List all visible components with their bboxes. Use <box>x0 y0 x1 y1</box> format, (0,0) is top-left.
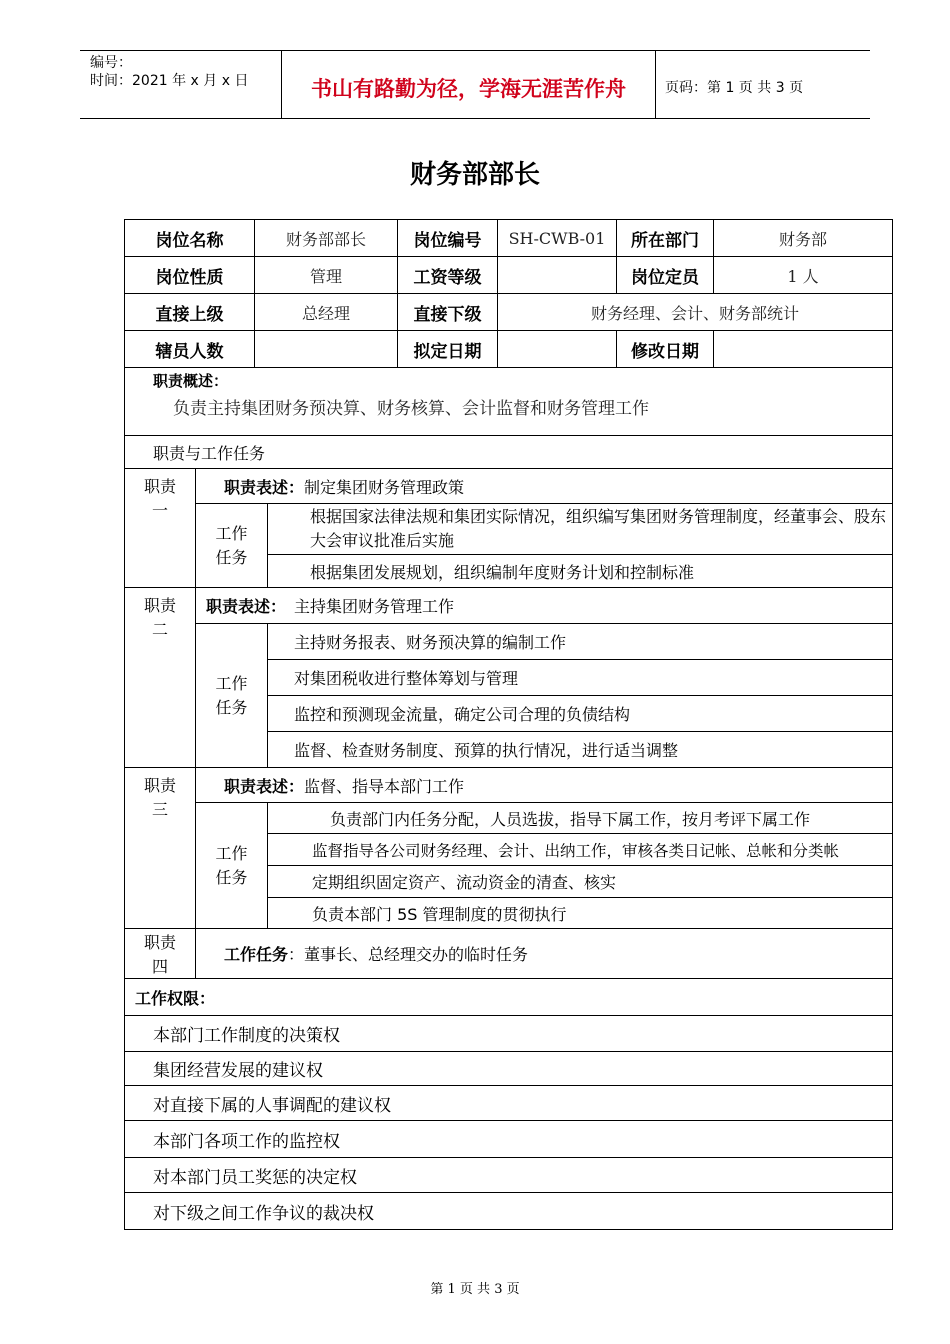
post-name-label: 岗位名称 <box>124 219 255 257</box>
task-label-line: 工作 <box>215 673 248 693</box>
duty-name-text: 职责 <box>143 596 176 615</box>
draft-date-value <box>497 330 617 368</box>
duty-2-task-label <box>195 623 268 768</box>
dept-value: 财务部 <box>713 219 893 257</box>
duty-name-number: 三 <box>151 800 168 819</box>
duty-name-text: 职责 <box>143 477 176 496</box>
duty-description-label: 职责表述： <box>206 597 287 616</box>
duty-3-task-4: 负责本部门 5S 管理制度的贯彻执行 <box>267 897 893 929</box>
document-time-label: 时间：2021 年 x 月 x 日 <box>90 73 249 89</box>
duty-name-text: 职责 <box>143 933 176 952</box>
duty-description-text: ：董事长、总经理交办的临时任务 <box>288 945 529 964</box>
duty-4-description <box>195 928 893 979</box>
duty-description-text: 主持集团财务管理工作 <box>294 597 455 616</box>
overview-text: 负责主持集团财务预决算、财务核算、会计监督和财务管理工作 <box>173 399 649 419</box>
page-header <box>80 50 870 119</box>
duty-2-task-3: 监控和预测现金流量，确定公司合理的负债结构 <box>267 695 893 732</box>
duty-name-number: 二 <box>151 620 168 639</box>
duty-1-task-1: 根据国家法律法规和集团实际情况，组织编写集团财务管理制度，经董事会、股东大会审议批准后实施 <box>267 503 893 555</box>
duty-description-text: 制定集团财务管理政策 <box>304 477 465 497</box>
overview-label: 职责概述： <box>153 372 229 390</box>
header-divider <box>655 51 656 118</box>
post-no-value: SH-CWB-01 <box>497 219 617 257</box>
subordinate-label: 直接下级 <box>397 293 498 331</box>
task-label-line: 工作 <box>215 843 248 863</box>
superior-label: 直接上级 <box>124 293 255 331</box>
authority-label: 工作权限： <box>124 978 893 1016</box>
duty-1-task-2: 根据集团发展规划，组织编制年度财务计划和控制标准 <box>267 554 893 588</box>
dept-label: 所在部门 <box>616 219 714 257</box>
nature-label: 岗位性质 <box>124 256 255 294</box>
duty-description-label: 职责表述： <box>224 776 305 796</box>
nature-value: 管理 <box>254 256 398 294</box>
draft-date-label: 拟定日期 <box>397 330 498 368</box>
duty-2-task-2: 对集团税收进行整体筹划与管理 <box>267 659 893 696</box>
duty-4-name <box>124 928 196 979</box>
header-meta <box>90 54 248 90</box>
header-page-info: 页码：第 1 页 共 3 页 <box>665 80 804 96</box>
duty-3-task-1: 负责部门内任务分配，人员选拔，指导下属工作，按月考评下属工作 <box>267 802 893 834</box>
quota-value: 1 人 <box>713 256 893 294</box>
duties-heading: 职责与工作任务 <box>124 435 893 469</box>
header-motto: 书山有路勤为径，学海无涯苦作舟 <box>311 77 626 101</box>
duty-description-text: 监督、指导本部门工作 <box>304 776 465 796</box>
task-label-line: 任务 <box>215 867 248 887</box>
salary-value <box>497 256 617 294</box>
post-name-value: 财务部部长 <box>254 219 398 257</box>
staff-label: 辖员人数 <box>124 330 255 368</box>
post-no-label: 岗位编号 <box>397 219 498 257</box>
duty-1-description <box>195 468 893 504</box>
document-number-label: 编号： <box>90 55 132 71</box>
page-title: 财务部部长 <box>409 160 540 190</box>
duty-2-description <box>195 587 893 624</box>
duty-2-name <box>124 587 196 768</box>
task-label-line: 工作 <box>215 523 248 543</box>
superior-value: 总经理 <box>254 293 398 331</box>
revise-date-value <box>713 330 893 368</box>
duty-name-number: 四 <box>151 957 168 976</box>
authority-item-1: 本部门工作制度的决策权 <box>124 1015 893 1052</box>
duty-name-text: 职责 <box>143 776 176 795</box>
authority-item-5: 对本部门员工奖惩的决定权 <box>124 1157 893 1193</box>
staff-value <box>254 330 398 368</box>
task-label-line: 任务 <box>215 547 248 567</box>
authority-item-4: 本部门各项工作的监控权 <box>124 1120 893 1158</box>
page-footer: 第 1 页 共 3 页 <box>430 1282 520 1297</box>
duty-3-name <box>124 767 196 929</box>
duty-1-task-label <box>195 503 268 588</box>
duty-3-task-label <box>195 802 268 929</box>
duty-description-label: 工作任务 <box>224 945 289 964</box>
duty-1-name <box>124 468 196 588</box>
authority-item-6: 对下级之间工作争议的裁决权 <box>124 1192 893 1230</box>
duty-3-task-2: 监督指导各公司财务经理、会计、出纳工作，审核各类日记帐、总帐和分类帐 <box>267 833 893 866</box>
revise-date-label: 修改日期 <box>616 330 714 368</box>
duty-2-task-4: 监督、检查财务制度、预算的执行情况，进行适当调整 <box>267 731 893 768</box>
quota-label: 岗位定员 <box>616 256 714 294</box>
subordinate-value: 财务经理、会计、财务部统计 <box>497 293 893 331</box>
salary-label: 工资等级 <box>397 256 498 294</box>
duty-2-task-1: 主持财务报表、财务预决算的编制工作 <box>267 623 893 660</box>
overview-section <box>124 367 893 436</box>
duty-3-task-3: 定期组织固定资产、流动资金的清查、核实 <box>267 865 893 898</box>
authority-item-3: 对直接下属的人事调配的建议权 <box>124 1085 893 1121</box>
task-label-line: 任务 <box>215 697 248 717</box>
authority-item-2: 集团经营发展的建议权 <box>124 1051 893 1086</box>
duty-3-description <box>195 767 893 803</box>
duty-description-label: 职责表述： <box>224 477 305 497</box>
duty-name-number: 一 <box>151 501 168 520</box>
